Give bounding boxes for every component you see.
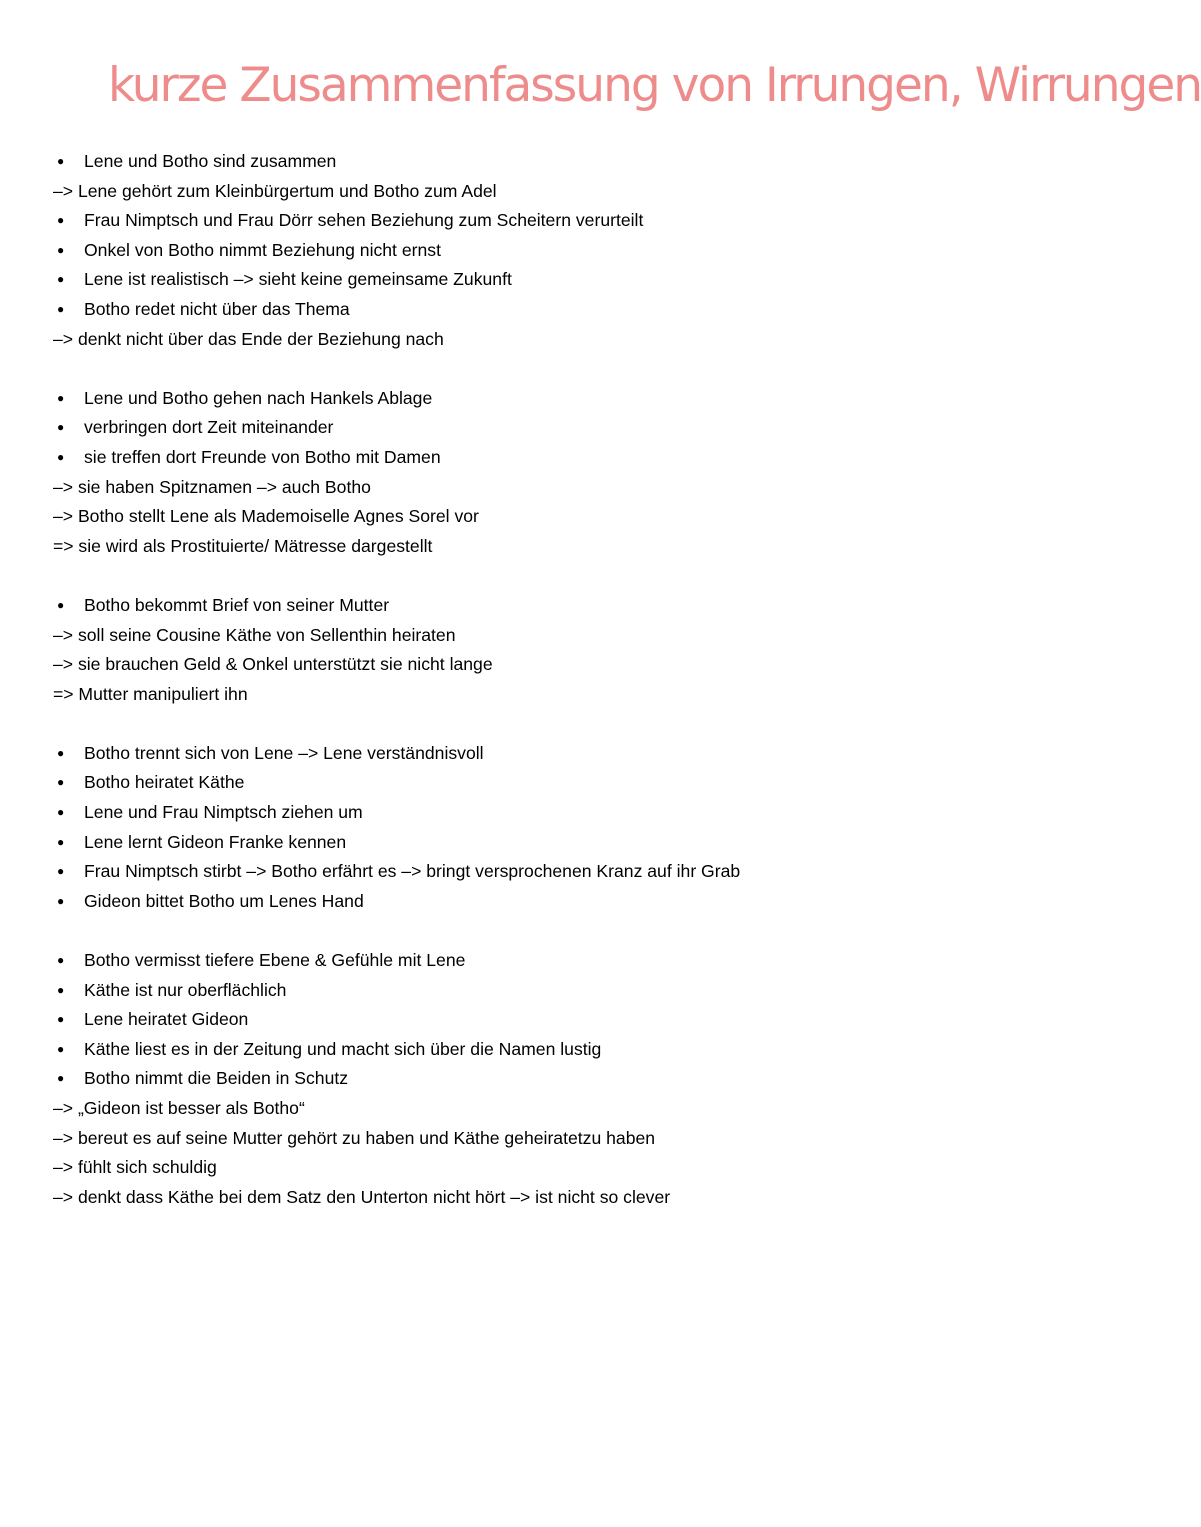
bullet-item — [53, 976, 1053, 1006]
bullet-item — [53, 295, 1053, 325]
bullet-item — [53, 147, 1053, 177]
bullet-dot-icon: ● — [57, 390, 65, 405]
line-text: Botho bekommt Brief von seiner Mutter — [84, 594, 390, 615]
arrow-note — [53, 325, 1053, 355]
line-text: Gideon bittet Botho um Lenes Hand — [84, 890, 364, 911]
line-text: Botho nimmt die Beiden in Schutz — [84, 1068, 349, 1089]
line-text: –> Botho stellt Lene als Mademoiselle Agnes Sorel vor — [53, 506, 479, 527]
line-text: Käthe liest es in der Zeitung und macht sich über die Namen lustig — [84, 1038, 602, 1059]
line-text: –> sie haben Spitznamen –> auch Botho — [53, 476, 371, 497]
line-text: Käthe ist nur oberflächlich — [84, 979, 287, 1000]
summary-section — [53, 739, 1053, 917]
bullet-dot-icon: ● — [57, 805, 65, 820]
bullet-dot-icon: ● — [57, 1071, 65, 1086]
bullet-dot-icon: ● — [57, 1041, 65, 1056]
bullet-dot-icon: ● — [57, 449, 65, 464]
bullet-dot-icon: ● — [57, 154, 65, 168]
line-text: Lene lernt Gideon Franke kennen — [84, 831, 347, 852]
bullet-item — [53, 857, 1053, 887]
line-text: –> Lene gehört zum Kleinbürgertum und Botho zum Adel — [53, 180, 497, 201]
bullet-item — [53, 443, 1053, 473]
bullet-dot-icon: ● — [57, 1012, 65, 1027]
bullet-dot-icon: ● — [57, 242, 65, 257]
summary-section — [53, 591, 1053, 709]
line-text: Botho trennt sich von Lene –> Lene verständnisvoll — [84, 742, 484, 763]
bullet-dot-icon: ● — [57, 420, 65, 435]
line-text: Frau Nimptsch und Frau Dörr sehen Beziehung zum Scheitern verurteilt — [84, 210, 644, 231]
bullet-item — [53, 946, 1053, 976]
summary-content — [53, 147, 1053, 1242]
arrow-note — [53, 621, 1053, 651]
line-text: Botho redet nicht über das Thema — [84, 298, 350, 319]
arrow-note — [53, 177, 1053, 207]
bullet-dot-icon: ● — [57, 982, 65, 997]
line-text: –> „Gideon ist besser als Botho“ — [53, 1098, 305, 1118]
bullet-dot-icon: ● — [57, 745, 65, 760]
line-text: => Mutter manipuliert ihn — [53, 683, 248, 704]
arrow-note — [53, 1153, 1053, 1183]
bullet-item — [53, 887, 1053, 917]
bullet-dot-icon: ● — [57, 213, 65, 228]
page-title: kurze Zusammenfassung von Irrungen, Wirrungen — [108, 58, 1201, 113]
arrow-note — [53, 650, 1053, 680]
arrow-note — [53, 1094, 1053, 1124]
line-text: Lene und Botho gehen nach Hankels Ablage — [84, 387, 433, 408]
bullet-item — [53, 739, 1053, 769]
bullet-item — [53, 1035, 1053, 1065]
line-text: Onkel von Botho nimmt Beziehung nicht ernst — [84, 239, 441, 260]
line-text: Lene und Botho sind zusammen — [84, 151, 337, 171]
bullet-item — [53, 591, 1053, 621]
line-text: Frau Nimptsch stirbt –> Botho erfährt es –> bringt versprochenen Kranz auf ihr Grab — [84, 861, 741, 882]
bullet-dot-icon: ● — [57, 272, 65, 287]
line-text: –> denkt nicht über das Ende der Beziehung nach — [53, 328, 444, 349]
arrow-note — [53, 1124, 1053, 1154]
arrow-note — [53, 473, 1053, 503]
bullet-item — [53, 768, 1053, 798]
line-text: Botho heiratet Käthe — [84, 772, 245, 793]
arrow-note — [53, 680, 1053, 710]
bullet-item — [53, 1064, 1053, 1094]
bullet-item — [53, 236, 1053, 266]
line-text: verbringen dort Zeit miteinander — [84, 417, 334, 438]
bullet-item — [53, 384, 1053, 414]
line-text: –> soll seine Cousine Käthe von Sellenthin heiraten — [53, 624, 456, 645]
line-text: Lene und Frau Nimptsch ziehen um — [84, 802, 363, 823]
line-text: Lene ist realistisch –> sieht keine gemeinsame Zukunft — [84, 269, 512, 290]
summary-section — [53, 946, 1053, 1212]
bullet-item — [53, 798, 1053, 828]
bullet-dot-icon: ● — [57, 597, 65, 612]
line-text: –> fühlt sich schuldig — [53, 1157, 217, 1178]
line-text: Botho vermisst tiefere Ebene & Gefühle mit Lene — [84, 950, 466, 971]
bullet-dot-icon: ● — [57, 893, 65, 908]
bullet-item — [53, 206, 1053, 236]
arrow-note — [53, 502, 1053, 532]
bullet-dot-icon: ● — [57, 775, 65, 790]
summary-section — [53, 384, 1053, 562]
line-text: sie treffen dort Freunde von Botho mit Damen — [84, 446, 441, 467]
line-text: –> bereut es auf seine Mutter gehört zu haben und Käthe geheiratetzu haben — [53, 1127, 656, 1148]
bullet-item — [53, 828, 1053, 858]
bullet-item — [53, 413, 1053, 443]
summary-section — [53, 147, 1053, 354]
line-text: –> denkt dass Käthe bei dem Satz den Unterton nicht hört –> ist nicht so clever — [53, 1186, 671, 1207]
line-text: –> sie brauchen Geld & Onkel unterstützt sie nicht lange — [53, 654, 493, 675]
arrow-note — [53, 532, 1053, 562]
bullet-dot-icon: ● — [57, 864, 65, 879]
bullet-dot-icon: ● — [57, 301, 65, 316]
bullet-dot-icon: ● — [57, 834, 65, 849]
line-text: => sie wird als Prostituierte/ Mätresse dargestellt — [53, 535, 433, 556]
arrow-note — [53, 1183, 1053, 1213]
bullet-dot-icon: ● — [57, 953, 65, 968]
line-text: Lene heiratet Gideon — [84, 1009, 249, 1030]
bullet-item — [53, 265, 1053, 295]
bullet-item — [53, 1005, 1053, 1035]
